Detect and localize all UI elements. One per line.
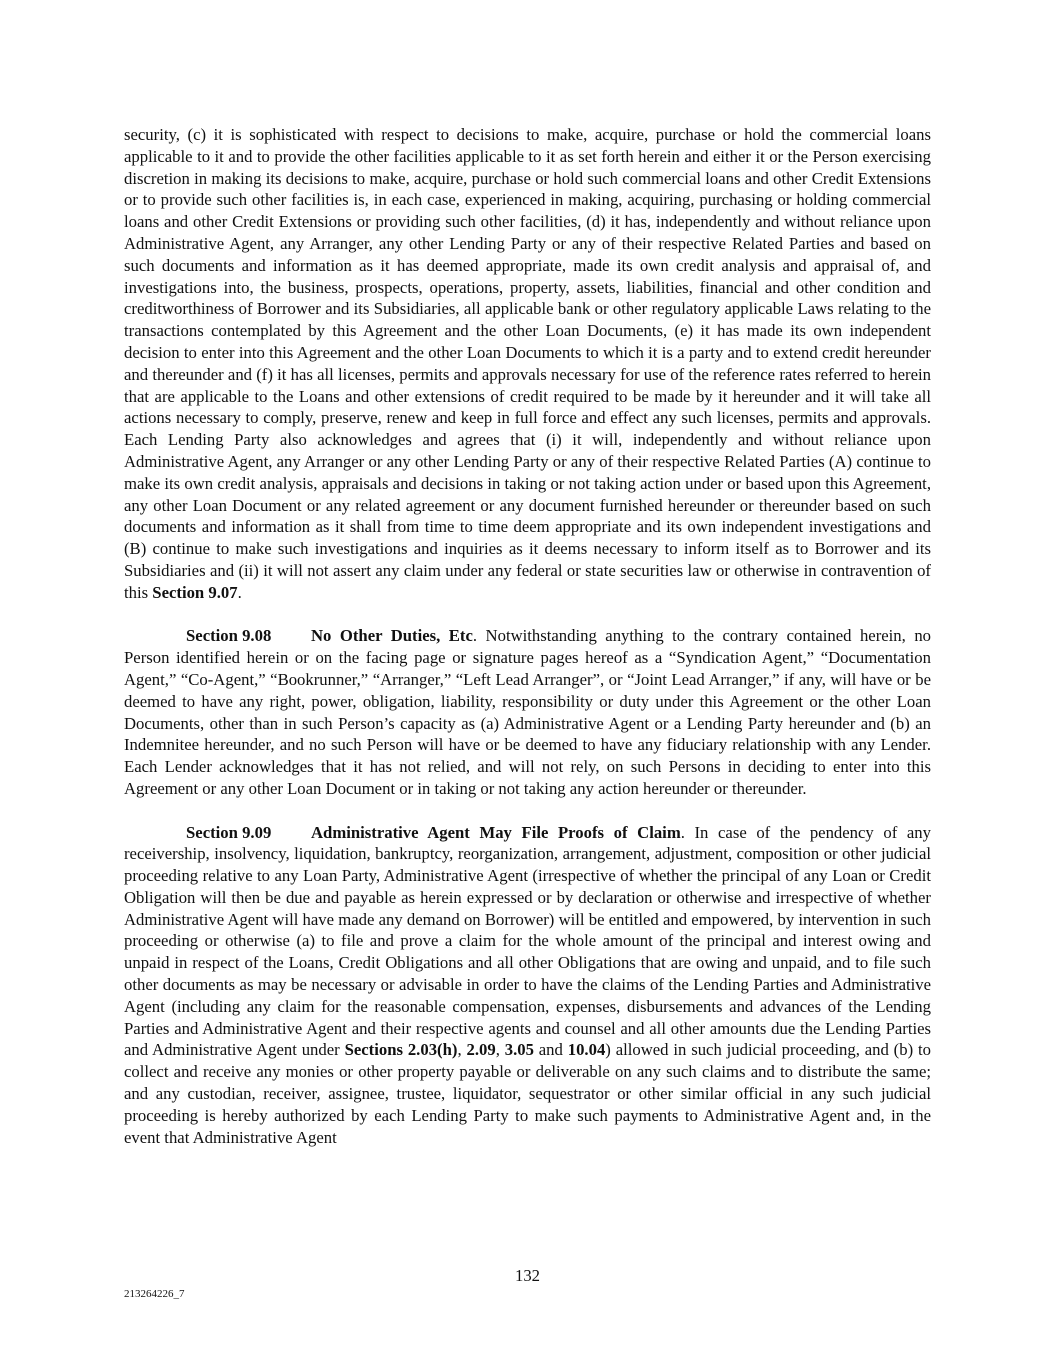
separator: and bbox=[533, 1040, 568, 1060]
section-title-end: . bbox=[472, 626, 478, 646]
paragraph-text: security, (c) it is sophisticated with respect to decisions to make, acquire, purchase or hold the commercial loans applicable to it and to provide the other facilities applicable to it as set forth herein and either it or the Person exercising discretion in making its decisions to make, acquire, purchase or hold such commercial loans and other Credit Extensions or to provide such other facilities is, in each case, experienced in making, acquiring, purchasing or holding commercial loans and other Credit Extensions or providing such other facilities, (d) it has, independently and without reliance upon Administrative Agent, any Arranger, any other Lending Party or any of their respective Related Parties and based on such documents and information as it has deemed appropriate, made its own credit analysis and appraisal of, and investigations into, the business, prospects, operations, property, assets, liabilities, financial and other condition and creditworthiness of Borrower and its Subsidiaries, all applicable bank or other regulatory applicable Laws relating to the transactions contemplated by this Agreement and the other Loan Documents, (e) it has made its own independent decision to enter into this Agreement and the other Loan Documents to which it is a party and to extend credit hereunder and thereunder and (f) it has all licenses, permits and approvals necessary for use of the reference rates referred to herein that are applicable to the Loans and other extensions of credit required to be made by it hereunder and it will take all actions necessary to comply, preserve, renew and keep in full force and effect any such licenses, permits and approvals. Each Lending Party also acknowledges and agrees that (i) it will, independently and without reliance upon Administrative Agent, any Arranger or any other Lending Party or any of their respective Related Parties (A) continue to make its own credit analysis, appraisals and decisions in taking or not taking action under or based upon this Agreement, any other Loan Document or any related agreement or any document furnished hereunder or thereunder based on such documents and information as it shall from time to time deem appropriate and its own independent investigations and (B) continue to make such investigations and inquiries as it deems necessary to inform itself as to Borrower and its Subsidiaries and (ii) it will not assert any claim under any federal or state securities law or otherwise in contravention of this bbox=[124, 125, 931, 602]
section-9-08 bbox=[124, 625, 931, 799]
section-title: No Other Duties, Etc bbox=[311, 626, 473, 646]
section-reference: Section 9.07 bbox=[152, 582, 238, 602]
section-number: Section 9.08 bbox=[186, 626, 272, 646]
section-reference: Sections 2.03(h) bbox=[344, 1040, 458, 1060]
document-id: 213264226_7 bbox=[124, 1288, 185, 1300]
section-reference: 2.09 bbox=[466, 1040, 496, 1060]
page-number: 132 bbox=[514, 1266, 541, 1285]
section-number: Section 9.09 bbox=[186, 822, 272, 842]
separator: , bbox=[495, 1040, 505, 1060]
paragraph-end: . bbox=[237, 582, 242, 602]
section-body-continued: ) allowed in such judicial proceeding, and (b) to collect and receive any monies or other property payable or deliverable on any such claims and to distribute the same; and any custodian, receiver, assignee, trustee, liquidator, sequestrator or other similar official in any such judicial proceeding is hereby authorized by each Lending Party to make such payments to Administrative Agent and, in the event that Administrative Agent bbox=[124, 1040, 931, 1147]
section-title-end: . bbox=[680, 822, 685, 842]
paragraph-continuation bbox=[124, 124, 931, 604]
section-body: Notwithstanding anything to the contrary contained herein, no Person identified herein or on the facing page or signature pages hereof as a “Syndication Agent,” “Documentation Agent,” “Co-Agent,” “Bookrunner,” “Arranger,” “Left Lead Arranger”, or “Joint Lead Arranger,” if any, will have or be deemed to have any right, power, obligation, liability, responsibility or duty under this Agreement or the other Loan Documents, other than in such Person’s capacity as (a) Administrative Agent or a Lending Party hereunder and (b) an Indemnitee hereunder, and no such Person will have or be deemed to have any fiduciary relationship with any Lender. Each Lender acknowledges that it has not relied, and will not rely, on such Persons in deciding to enter into this Agreement or any other Loan Document or in taking or not taking any action hereunder or thereunder. bbox=[124, 626, 932, 798]
section-title: Administrative Agent May File Proofs of Claim bbox=[311, 822, 681, 842]
section-reference: 3.05 bbox=[504, 1040, 534, 1060]
section-reference: 10.04 bbox=[567, 1040, 606, 1060]
section-body: In case of the pendency of any receivership, insolvency, liquidation, bankruptcy, reorganization, arrangement, adjustment, composition or other judicial proceeding relative to any Loan Party, Administrative Agent (irrespective of whether the principal of any Loan or Credit Obligation will then be due and payable as herein expressed or by declaration or otherwise and irrespective of whether Administrative Agent will have made any demand on Borrower) will be entitled and empowered, by intervention in such proceeding or otherwise (a) to file and prove a claim for the whole amount of the principal and interest owing and unpaid in respect of the Loans, Credit Obligations and all other Obligations that are owing and unpaid, and to file such other documents as may be necessary or advisable in order to have the claims of the Lending Parties and Administrative Agent (including any claim for the reasonable compensation, expenses, disbursements and advances of the Lending Parties and Administrative Agent and their respective agents and counsel and all other amounts due the Lending Parties and Administrative Agent under bbox=[124, 822, 931, 1060]
section-9-09 bbox=[124, 822, 931, 1149]
separator: , bbox=[457, 1040, 467, 1060]
document-body bbox=[124, 124, 931, 1170]
